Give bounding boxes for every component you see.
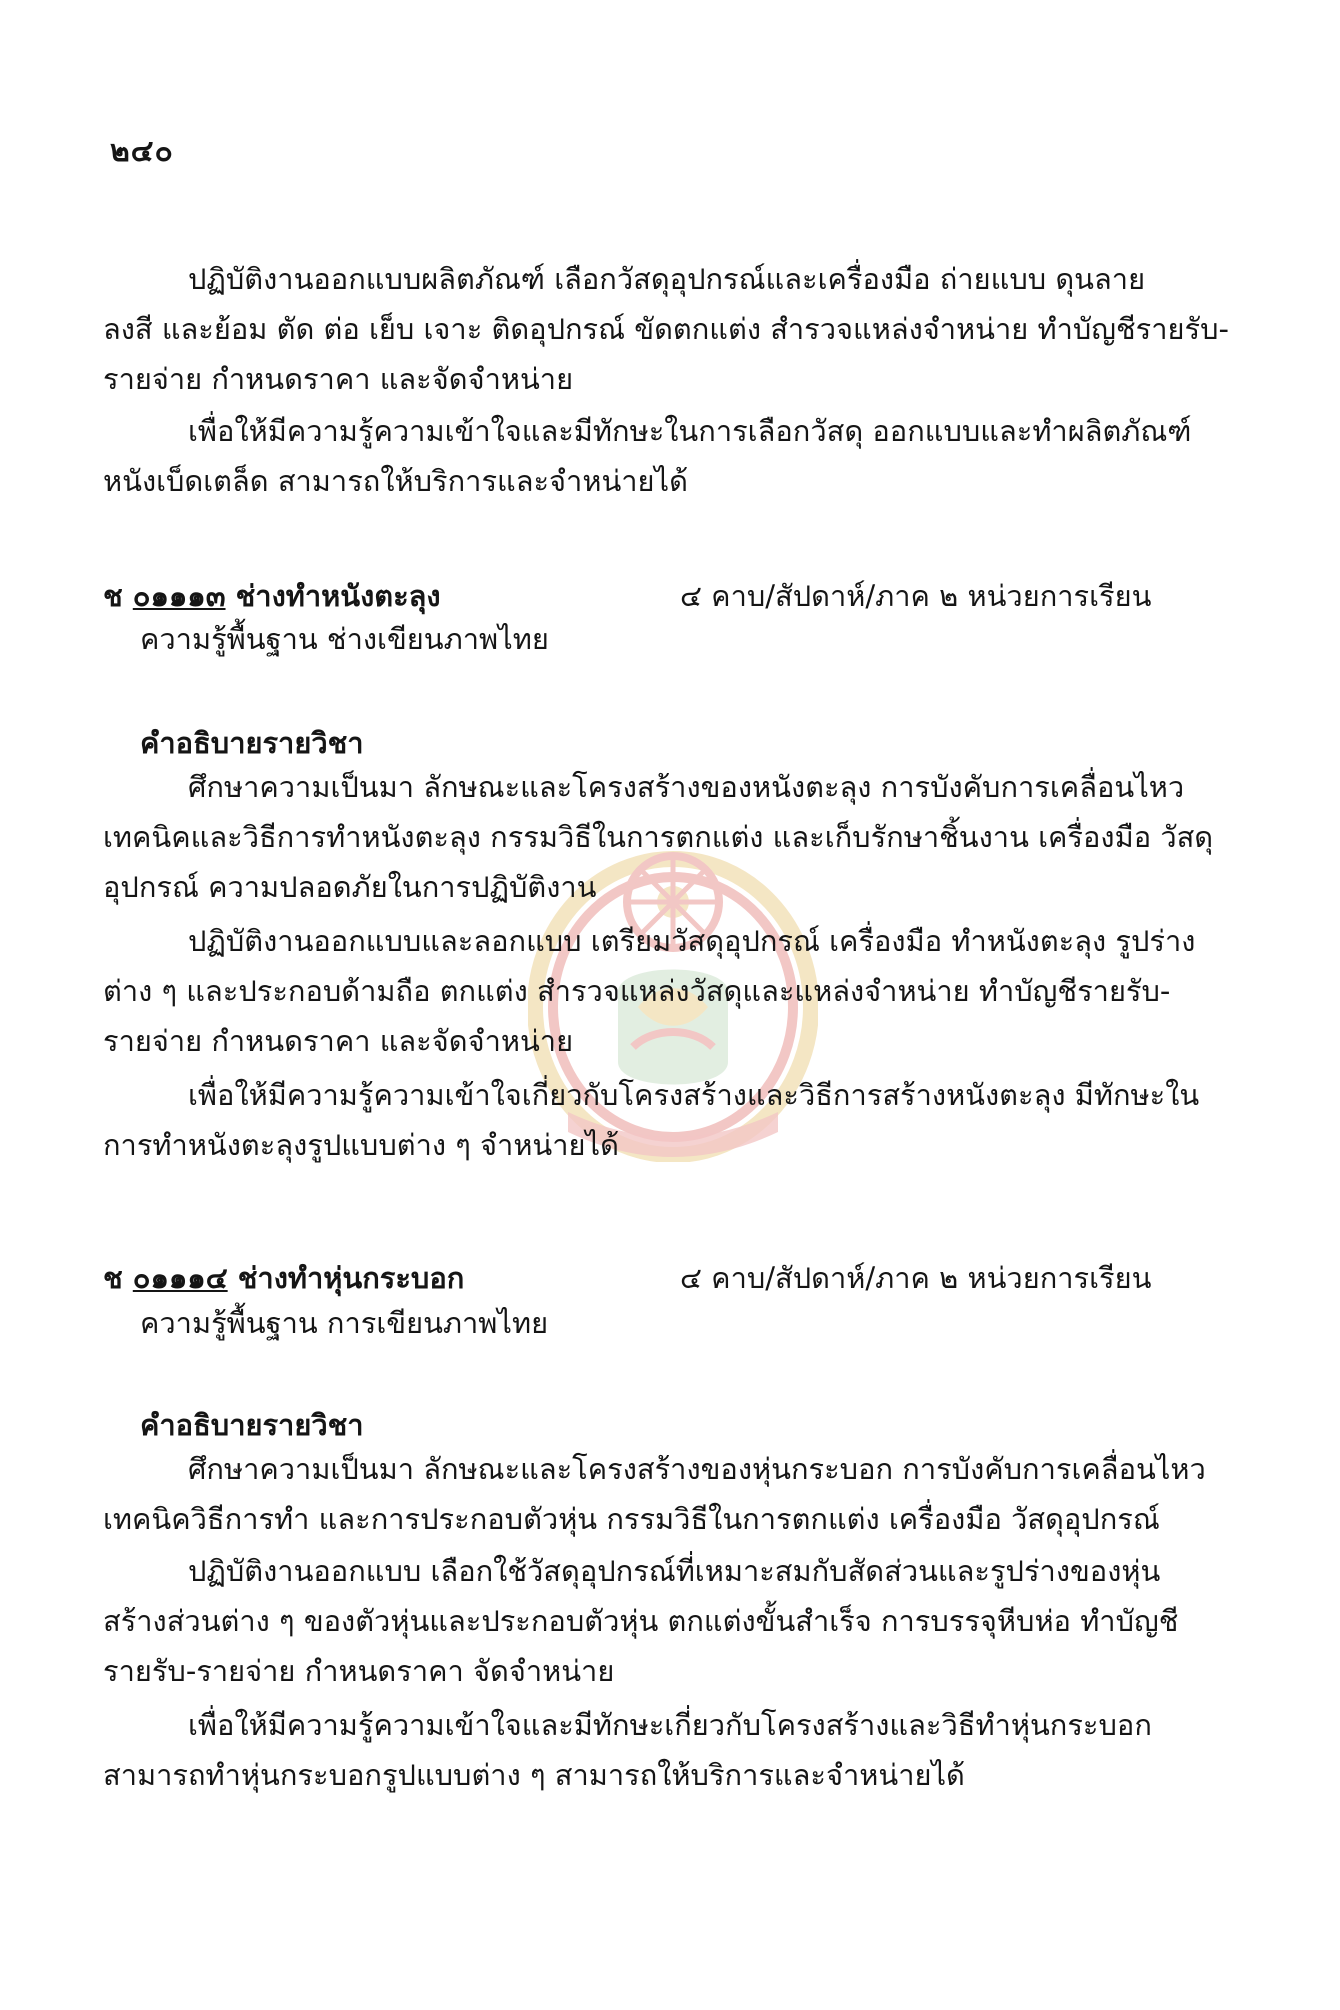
- intro-line-4: เพื่อให้มีความรู้ความเข้าใจและมีทักษะในการเลือกวัสดุ ออกแบบและทำผลิตภัณฑ์: [188, 414, 1192, 448]
- course2-line-1: ศึกษาความเป็นมา ลักษณะและโครงสร้างของหุ่นกระบอก การบังคับการเคลื่อนไหว: [188, 1452, 1206, 1486]
- course1-line-6: รายจ่าย กำหนดราคา และจัดจำหน่าย: [103, 1024, 574, 1058]
- course1-line-2: เทคนิคและวิธีการทำหนังตะลุง กรรมวิธีในการตกแต่ง และเก็บรักษาชิ้นงาน เครื่องมือ วัสดุ: [103, 820, 1214, 854]
- intro-line-5: หนังเบ็ดเตล็ด สามารถให้บริการและจำหน่ายได้: [103, 464, 688, 498]
- page-number: ๒๔๐: [110, 134, 174, 169]
- course1-hours: ๔ คาบ/สัปดาห์/ภาค ๒ หน่วยการเรียน: [680, 579, 1152, 613]
- course2-line-7: สามารถทำหุ่นกระบอกรูปแบบต่าง ๆ สามารถให้บริการและจำหน่ายได้: [103, 1758, 965, 1792]
- course1-title: ช่างทำหนังตะลุง: [225, 579, 441, 613]
- course1-line-1: ศึกษาความเป็นมา ลักษณะและโครงสร้างของหนังตะลุง การบังคับการเคลื่อนไหว: [188, 770, 1185, 804]
- course2-code-title: [103, 1255, 464, 1301]
- course2-prereq: ความรู้พื้นฐาน การเขียนภาพไทย: [140, 1306, 549, 1340]
- course1-desc-heading: คำอธิบายรายวิชา: [140, 726, 364, 760]
- intro-line-2: ลงสี และย้อม ตัด ต่อ เย็บ เจาะ ติดอุปกรณ์ ขัดตกแต่ง สำรวจแหล่งจำหน่าย ทำบัญชีรายรับ-: [103, 312, 1229, 346]
- course1-code-number: ๐๑๑๑๓: [132, 579, 226, 613]
- course1-line-8: การทำหนังตะลุงรูปแบบต่าง ๆ จำหน่ายได้: [103, 1128, 619, 1162]
- course2-line-4: สร้างส่วนต่าง ๆ ของตัวหุ่นและประกอบตัวหุ่น ตกแต่งขั้นสำเร็จ การบรรจุหีบห่อ ทำบัญชี: [103, 1604, 1179, 1638]
- course2-line-3: ปฏิบัติงานออกแบบ เลือกใช้วัสดุอุปกรณ์ที่เหมาะสมกับสัดส่วนและรูปร่างของหุ่น: [188, 1554, 1161, 1588]
- course1-line-5: ต่าง ๆ และประกอบด้ามถือ ตกแต่ง สำรวจแหล่งวัสดุและแหล่งจำหน่าย ทำบัญชีรายรับ-: [103, 974, 1171, 1008]
- course2-line-6: เพื่อให้มีความรู้ความเข้าใจและมีทักษะเกี่ยวกับโครงสร้างและวิธีทำหุ่นกระบอก: [188, 1708, 1152, 1742]
- course2-title: ช่างทำหุ่นกระบอก: [227, 1261, 465, 1295]
- course1-code-prefix: ช: [103, 579, 133, 613]
- course1-line-4: ปฏิบัติงานออกแบบและลอกแบบ เตรียมวัสดุอุปกรณ์ เครื่องมือ ทำหนังตะลุง รูปร่าง: [188, 924, 1196, 958]
- course1-prereq: ความรู้พื้นฐาน ช่างเขียนภาพไทย: [140, 622, 549, 656]
- course2-line-2: เทคนิควิธีการทำ และการประกอบตัวหุ่น กรรมวิธีในการตกแต่ง เครื่องมือ วัสดุอุปกรณ์: [103, 1502, 1160, 1536]
- course2-code-prefix: ช: [103, 1261, 133, 1295]
- course1-line-3: อุปกรณ์ ความปลอดภัยในการปฏิบัติงาน: [103, 870, 597, 904]
- course2-code-number: ๐๑๑๑๔: [132, 1261, 228, 1295]
- course2-desc-heading: คำอธิบายรายวิชา: [140, 1408, 364, 1442]
- course1-line-7: เพื่อให้มีความรู้ความเข้าใจเกี่ยวกับโครงสร้างและวิธีการสร้างหนังตะลุง มีทักษะใน: [188, 1078, 1200, 1112]
- course2-line-5: รายรับ-รายจ่าย กำหนดราคา จัดจำหน่าย: [103, 1654, 615, 1688]
- course2-hours: ๔ คาบ/สัปดาห์/ภาค ๒ หน่วยการเรียน: [680, 1261, 1152, 1295]
- course1-code-title: [103, 573, 441, 619]
- intro-line-1: ปฏิบัติงานออกแบบผลิตภัณฑ์ เลือกวัสดุอุปกรณ์และเครื่องมือ ถ่ายแบบ ดุนลาย: [188, 262, 1146, 296]
- intro-line-3: รายจ่าย กำหนดราคา และจัดจำหน่าย: [103, 362, 574, 396]
